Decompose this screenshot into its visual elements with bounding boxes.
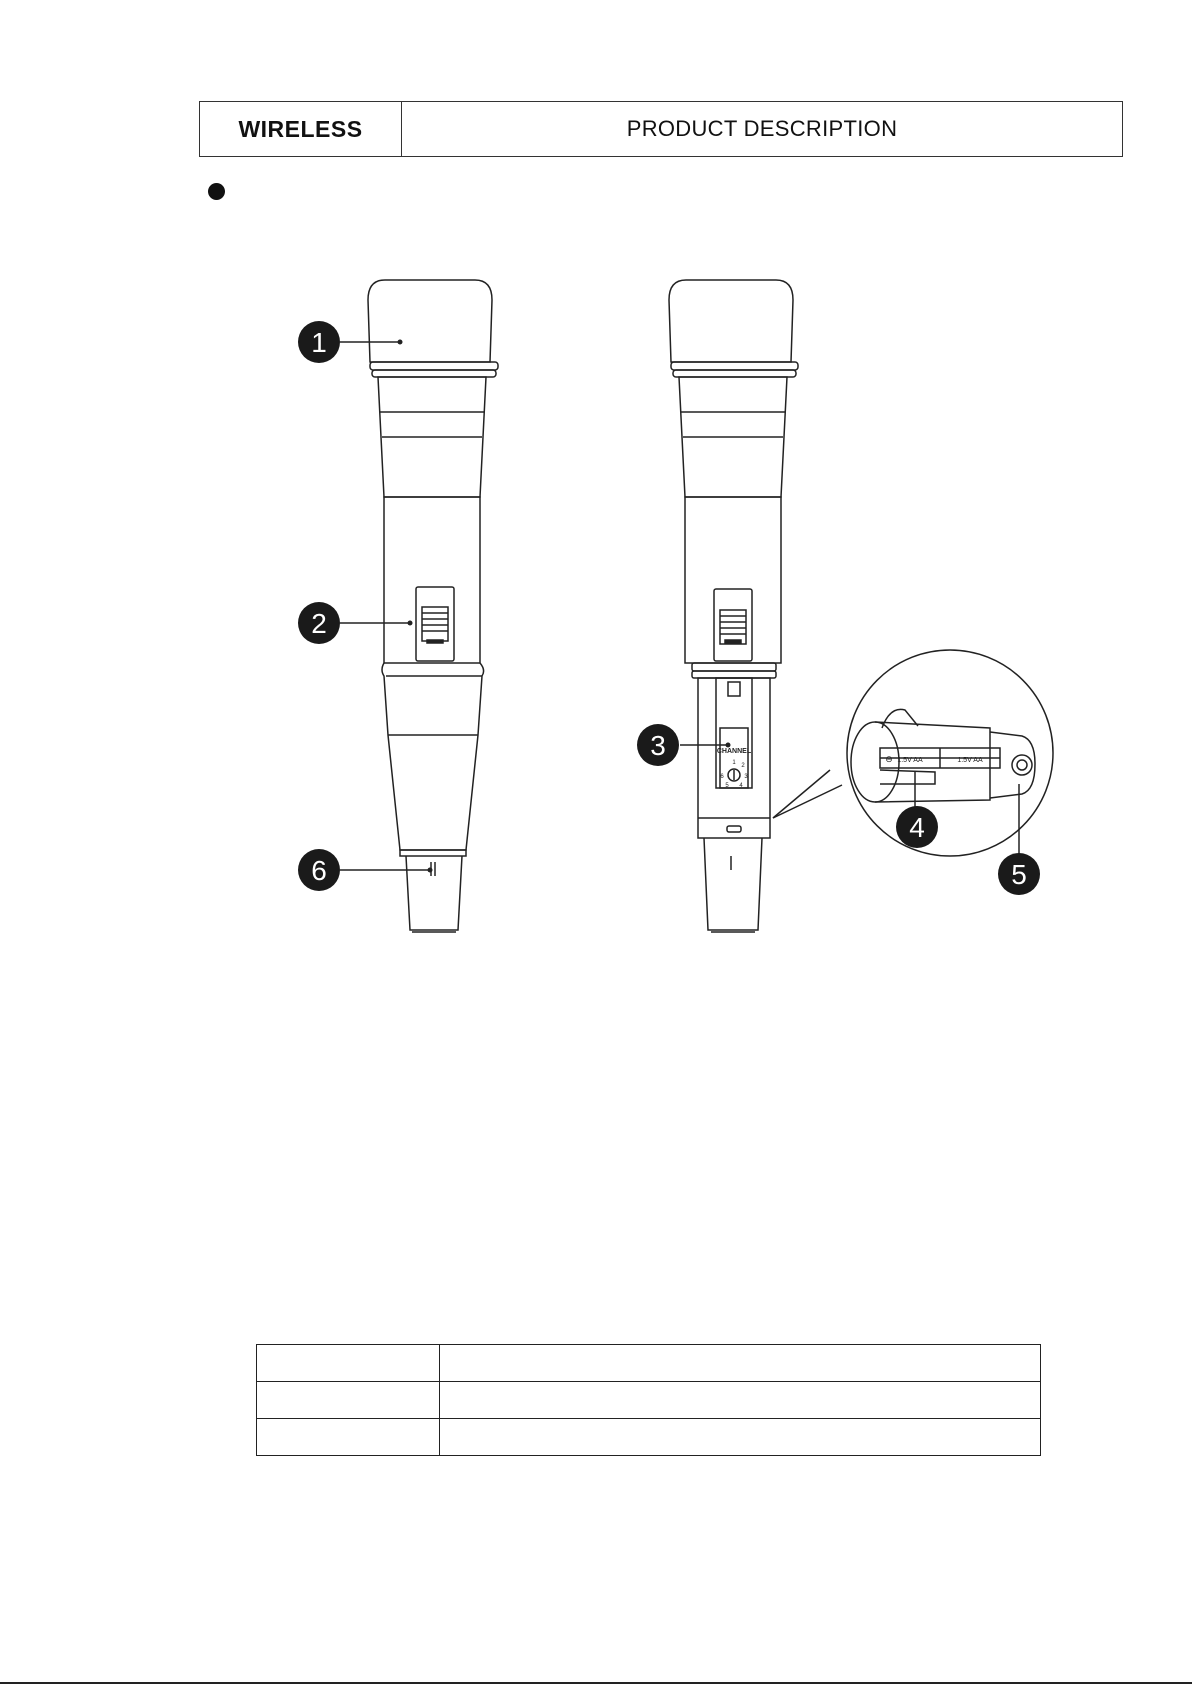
callout-3 [637,724,679,766]
channel-dial-6: 6 [720,774,724,780]
battery-label-1: 1.5V AA [897,757,923,764]
table-cell [440,1382,1041,1419]
channel-dial-1: 1 [732,760,736,766]
table-row [257,1345,1041,1382]
header-title: PRODUCT DESCRIPTION [626,116,898,141]
table-cell [257,1345,440,1382]
callout-2 [298,602,340,644]
channel-dial-4: 4 [739,783,743,789]
callout-1-number: 1 [311,327,327,358]
callout-5-number: 5 [1011,859,1027,890]
table-cell [440,1419,1041,1456]
table-cell [257,1382,440,1419]
channel-label: CHANNEL [716,748,752,755]
battery-label-2: 1.5V AA [957,757,983,764]
microphone-front-view [368,280,498,932]
page-bottom-rule [0,1682,1192,1684]
battery-polarity: ⊖ [885,754,893,764]
spec-table [256,1344,1041,1456]
table-row [257,1382,1041,1419]
channel-dial-3: 3 [744,774,748,780]
table-cell [440,1345,1041,1382]
callout-4 [896,806,938,848]
channel-dial-5: 5 [725,783,729,789]
callout-2-number: 2 [311,608,327,639]
header-category-label: WIRELESS [200,102,402,156]
callout-1 [298,321,340,363]
callout-5 [998,853,1040,895]
table-cell [257,1419,440,1456]
table-row [257,1419,1041,1456]
callout-6-number: 6 [311,855,327,886]
callout-6 [298,849,340,891]
callout-3-number: 3 [650,730,666,761]
callout-4-number: 4 [909,812,925,843]
channel-dial-2: 2 [741,763,745,769]
microphone-back-view [669,280,798,932]
